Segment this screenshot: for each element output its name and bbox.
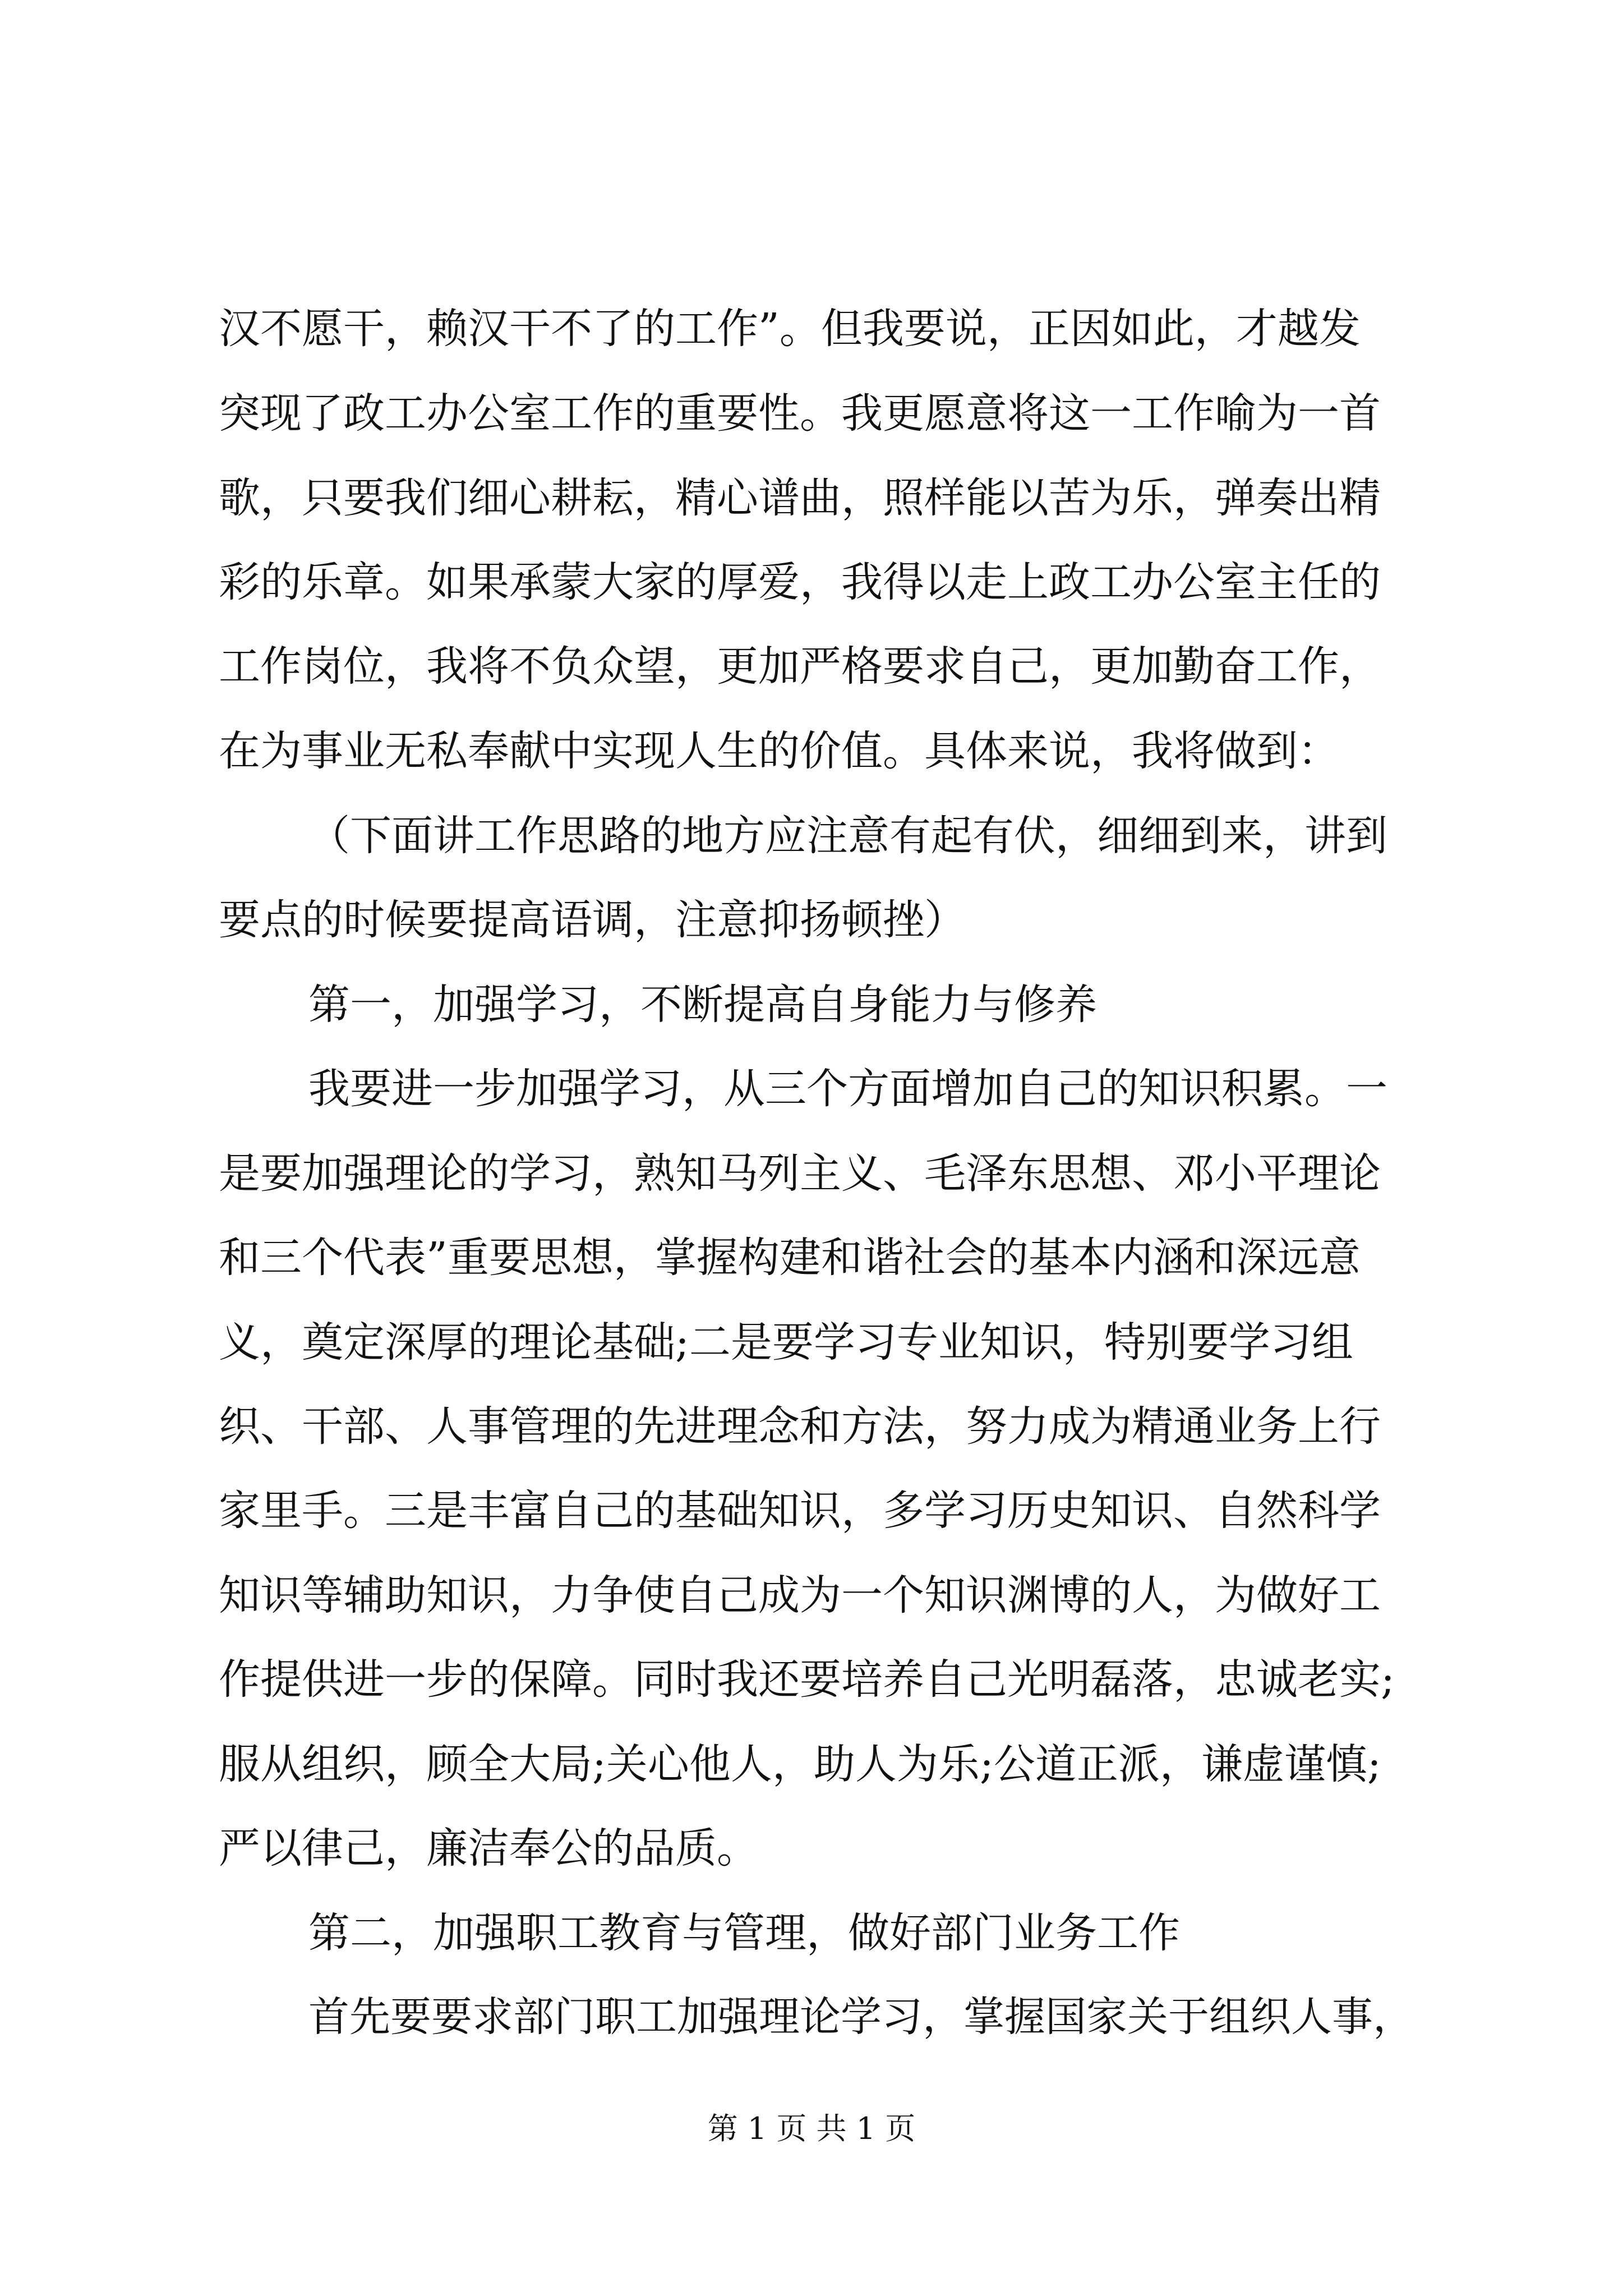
text-line-12: 和三个代表”重要思想，掌握构建和谐社会的基本内涵和深远意 <box>219 1234 1361 1282</box>
text-line-5: 工作岗位，我将不负众望，更加严格要求自己，更加勤奋工作， <box>219 642 1381 691</box>
text-line-14: 织、干部、人事管理的先进理念和方法，努力成为精通业务上行 <box>219 1402 1381 1451</box>
text-line-2: 突现了政工办公室工作的重要性。我更愿意将这一工作喻为一首 <box>219 389 1381 438</box>
text-line-7: （下面讲工作思路的地方应注意有起有伏，细细到来，讲到 <box>308 812 1387 860</box>
page-footer: 第 1 页 共 1 页 <box>707 2111 916 2146</box>
text-line-11: 是要加强理论的学习，熟知马列主义、毛泽东思想、邓小平理论 <box>219 1149 1381 1198</box>
text-line-8: 要点的时候要提高语调，注意抑扬顿挫） <box>219 896 966 944</box>
section-heading-2: 第二，加强职工教育与管理，做好部门业务工作 <box>308 1909 1180 1957</box>
text-line-19: 严以律己，廉洁奉公的品质。 <box>219 1824 758 1872</box>
text-line-15: 家里手。三是丰富自己的基础知识，多学习历史知识、自然科学 <box>219 1487 1381 1535</box>
text-line-3: 歌，只要我们细心耕耘，精心谱曲，照样能以苦为乐，弹奏出精 <box>219 474 1381 522</box>
text-line-4: 彩的乐章。如果承蒙大家的厚爱，我得以走上政工办公室主任的 <box>219 558 1381 606</box>
text-line-16: 知识等辅助知识，力争使自己成为一个知识渊博的人，为做好工 <box>219 1571 1381 1619</box>
section-heading-1: 第一，加强学习，不断提高自身能力与修养 <box>308 981 1097 1029</box>
text-line-18: 服从组织，顾全大局;关心他人，助人为乐;公道正派，谦虚谨慎; <box>219 1740 1381 1788</box>
text-line-13: 义，奠定深厚的理论基础;二是要学习专业知识，特别要学习组 <box>219 1318 1353 1366</box>
text-line-10: 我要进一步加强学习，从三个方面增加自己的知识积累。一 <box>308 1065 1387 1113</box>
text-line-17: 作提供进一步的保障。同时我还要培养自己光明磊落，忠诚老实; <box>219 1655 1395 1704</box>
text-line-1: 汉不愿干，赖汉干不了的工作”。但我要说，正因如此，才越发 <box>219 305 1361 353</box>
text-line-6: 在为事业无私奉献中实现人生的价值。具体来说，我将做到： <box>219 727 1339 775</box>
text-line-21: 首先要要求部门职工加强理论学习，掌握国家关于组织人事， <box>308 1993 1414 2041</box>
